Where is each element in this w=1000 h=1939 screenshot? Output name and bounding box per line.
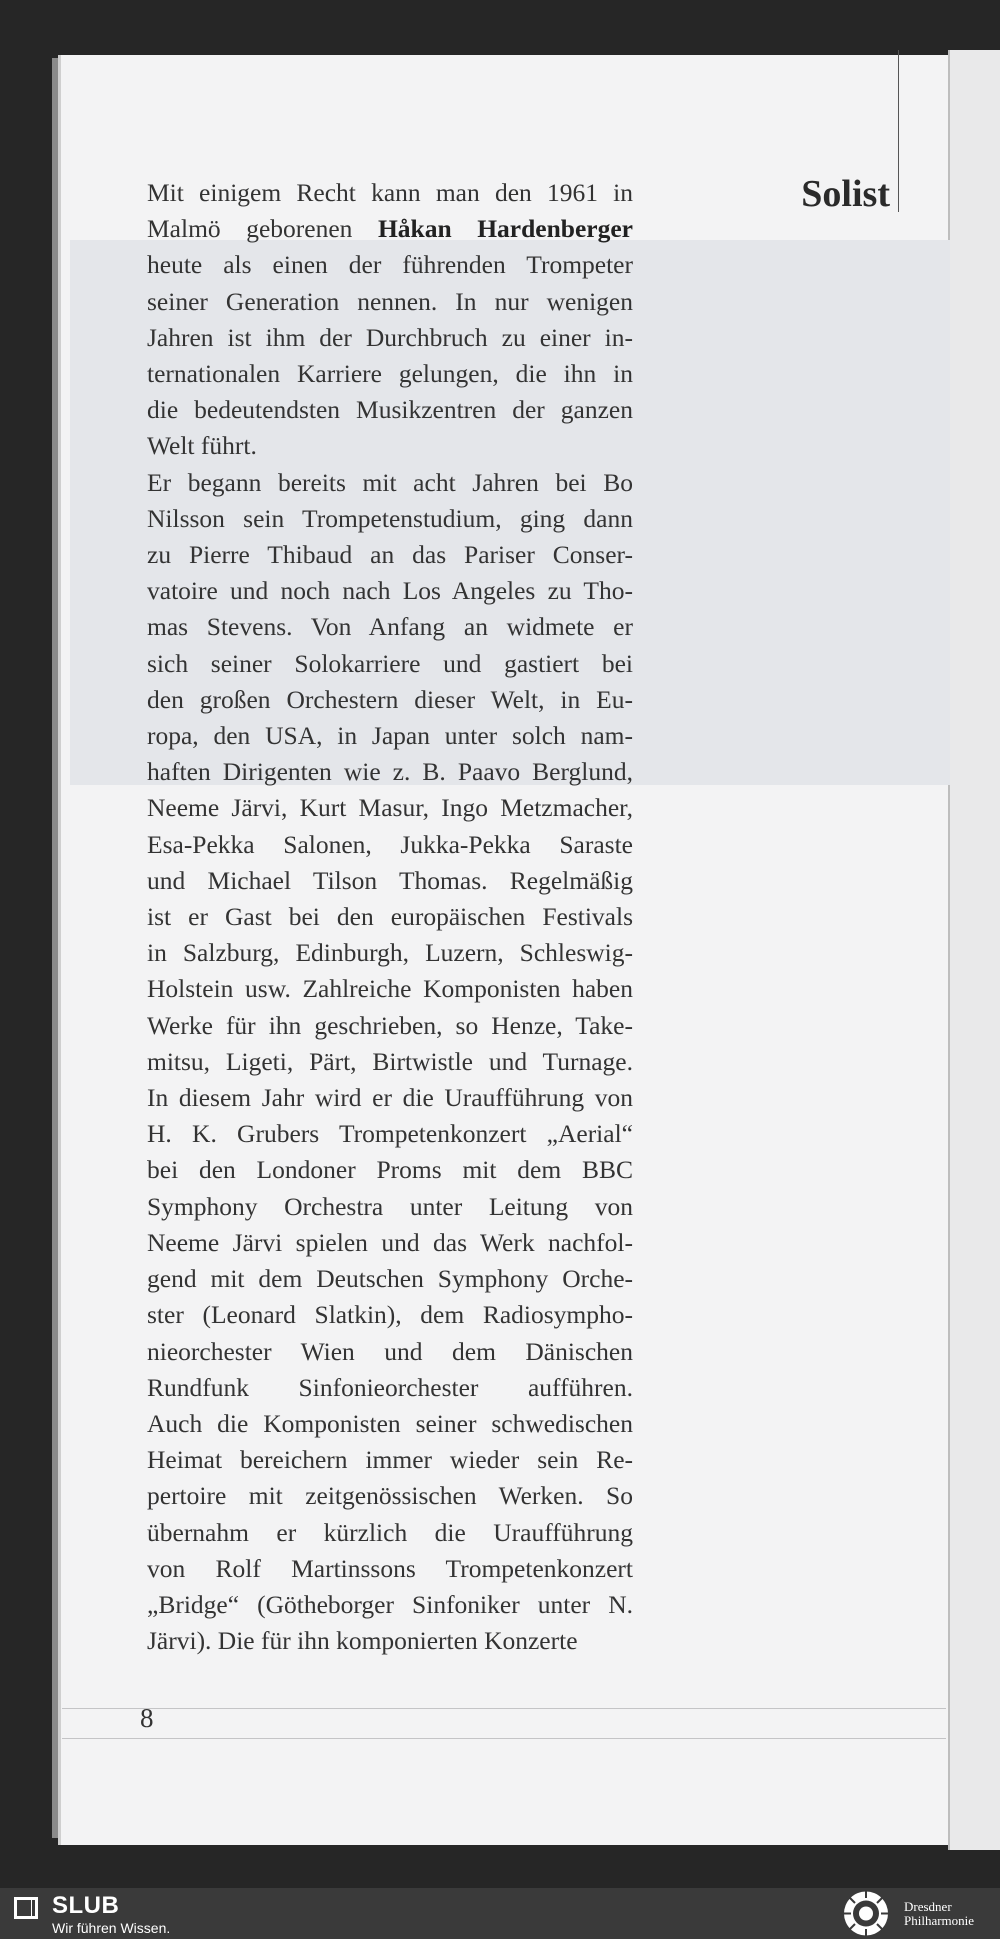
text-line [147,1587,633,1623]
section-heading: Solist [801,173,890,215]
text-line-content: Symphony Orchestra unter Leitung von [147,1191,633,1221]
text-line-content: Neeme Järvi spielen und das Werk nachfol- [147,1227,633,1257]
text-line [147,718,633,754]
text-line [147,284,633,320]
text-line-content: ster (Leonard Slatkin), dem Radiosympho- [147,1300,633,1330]
text-line [147,1334,633,1370]
text-line-content: Esa-Pekka Salonen, Jukka-Pekka Saraste [147,829,633,859]
text-line-content: Nilsson sein Trompetenstudium, ging dann [147,503,633,533]
heading-rule [898,50,899,212]
text-line-content: übernahm er kürzlich die Uraufführung [147,1517,633,1547]
text-line [147,356,633,392]
text-line-content: In diesem Jahr wird er die Uraufführung von [147,1083,633,1113]
text-line-content: H. K. Grubers Trompetenkonzert „Aerial“ [147,1119,633,1149]
text-line-content: Jahren ist ihm der Durchbruch zu einer in- [147,322,633,352]
text-line [147,1008,633,1044]
text-line [147,754,633,790]
text-line [147,1152,633,1188]
text-line-content: Mit einigem Recht kann man den 1961 in [147,178,633,207]
footer-rule-bottom [62,1738,946,1739]
text-line-content: den großen Orchestern dieser Welt, in Eu- [147,684,633,714]
text-line [147,1261,633,1297]
text-line-content: die bedeutendsten Musikzentren der ganzen [147,395,633,425]
text-line-content: und Michael Tilson Thomas. Regelmäßig [147,865,633,895]
text-line [147,682,633,718]
text-line-content: Järvi). Die für ihn komponierten Konzerte [147,1626,578,1656]
text-line-content: ternationalen Karriere gelungen, die ihn in [147,359,633,389]
partner-name [904,1900,996,1928]
text-line-content: heute als einen der führenden Trompeter [147,250,633,280]
text-line [147,1080,633,1116]
footer-rule-top [62,1708,946,1709]
text-line [147,899,633,935]
text-line [147,1515,633,1551]
text-line-content: ropa, den USA, in Japan unter solch nam- [147,721,633,751]
text-line [147,465,633,501]
text-line [147,1623,633,1659]
text-line [147,1442,633,1478]
text-line [147,1478,633,1514]
text-line [147,827,633,863]
text-line [147,1297,633,1333]
text-line [147,392,633,428]
text-line-content: „Bridge“ (Götheborger Sinfoniker unter N. [147,1589,633,1619]
next-page-edge [948,50,1000,1850]
text-line [147,320,633,356]
text-line-content: seiner Generation nennen. In nur wenigen [147,286,633,316]
slub-book-icon [14,1897,38,1919]
text-line [147,247,633,283]
text-line [147,1044,633,1080]
text-line-content: pertoire mit zeitgenössischen Werken. So [147,1481,633,1511]
text-line [147,501,633,537]
text-line [147,971,633,1007]
partner-name-line2: Philharmonie [904,1913,975,1928]
text-line-content: Er begann bereits mit acht Jahren bei Bo [147,467,633,497]
dresdner-philharmonie-logo-icon[interactable] [841,1890,891,1937]
text-line [147,1116,633,1152]
soloist-name: Håkan Hardenberger [377,214,633,244]
text-line [147,609,633,645]
text-line-content: von Rolf Martinssons Trompetenkonzert [147,1553,633,1583]
text-line-content: nieorchester Wien und dem Dänischen [147,1336,633,1366]
text-line-content: Rundfunk Sinfonieorchester aufführen. [147,1372,633,1402]
text-line-content: Malmö geborenen [147,214,378,244]
text-line [147,1189,633,1225]
text-line [147,935,633,971]
text-line [147,863,633,899]
viewer-footer [0,1888,1000,1939]
text-line [147,1551,633,1587]
text-line-content: mitsu, Ligeti, Pärt, Birtwistle und Turnage. [147,1046,633,1076]
text-line-content: bei den Londoner Proms mit dem BBC [147,1155,633,1185]
text-line-content: Auch die Komponisten seiner schwedischen [147,1408,633,1438]
text-line-content: Heimat bereichern immer wieder sein Re- [147,1445,633,1475]
text-line-content: zu Pierre Thibaud an das Pariser Conser- [147,540,633,570]
body-text [147,175,633,1659]
text-line-content: ist er Gast bei den europäischen Festivals [147,902,633,932]
text-line-content: haften Dirigenten wie z. B. Paavo Berglund, [147,757,633,787]
text-line-content: sich seiner Solokarriere und gastiert bei [147,648,633,678]
page-number: 8 [140,1703,154,1733]
text-line [147,790,633,826]
text-line [147,1225,633,1261]
text-line [147,537,633,573]
text-line-content: Werke für ihn geschrieben, so Henze, Take- [147,1010,633,1040]
text-line [147,428,633,464]
text-line-content: in Salzburg, Edinburgh, Luzern, Schleswig- [147,938,633,968]
library-tagline: Wir führen Wissen. [52,1920,171,1936]
partner-name-line1: Dresdner [904,1899,952,1914]
text-line-content: mas Stevens. Von Anfang an widmete er [147,612,633,642]
text-line [147,646,633,682]
text-line [147,175,633,211]
text-line-content: Neeme Järvi, Kurt Masur, Ingo Metzmacher, [147,793,633,823]
text-line-content: gend mit dem Deutschen Symphony Orche- [147,1264,633,1294]
text-line [147,211,633,247]
text-line [147,1406,633,1442]
text-line-content: Welt führt. [147,431,257,461]
text-line [147,1370,633,1406]
library-name[interactable]: SLUB [52,1892,120,1919]
text-line-content: Holstein usw. Zahlreiche Komponisten haben [147,974,633,1004]
text-line-content: vatoire und noch nach Los Angeles zu Tho- [147,576,633,606]
text-line [147,573,633,609]
